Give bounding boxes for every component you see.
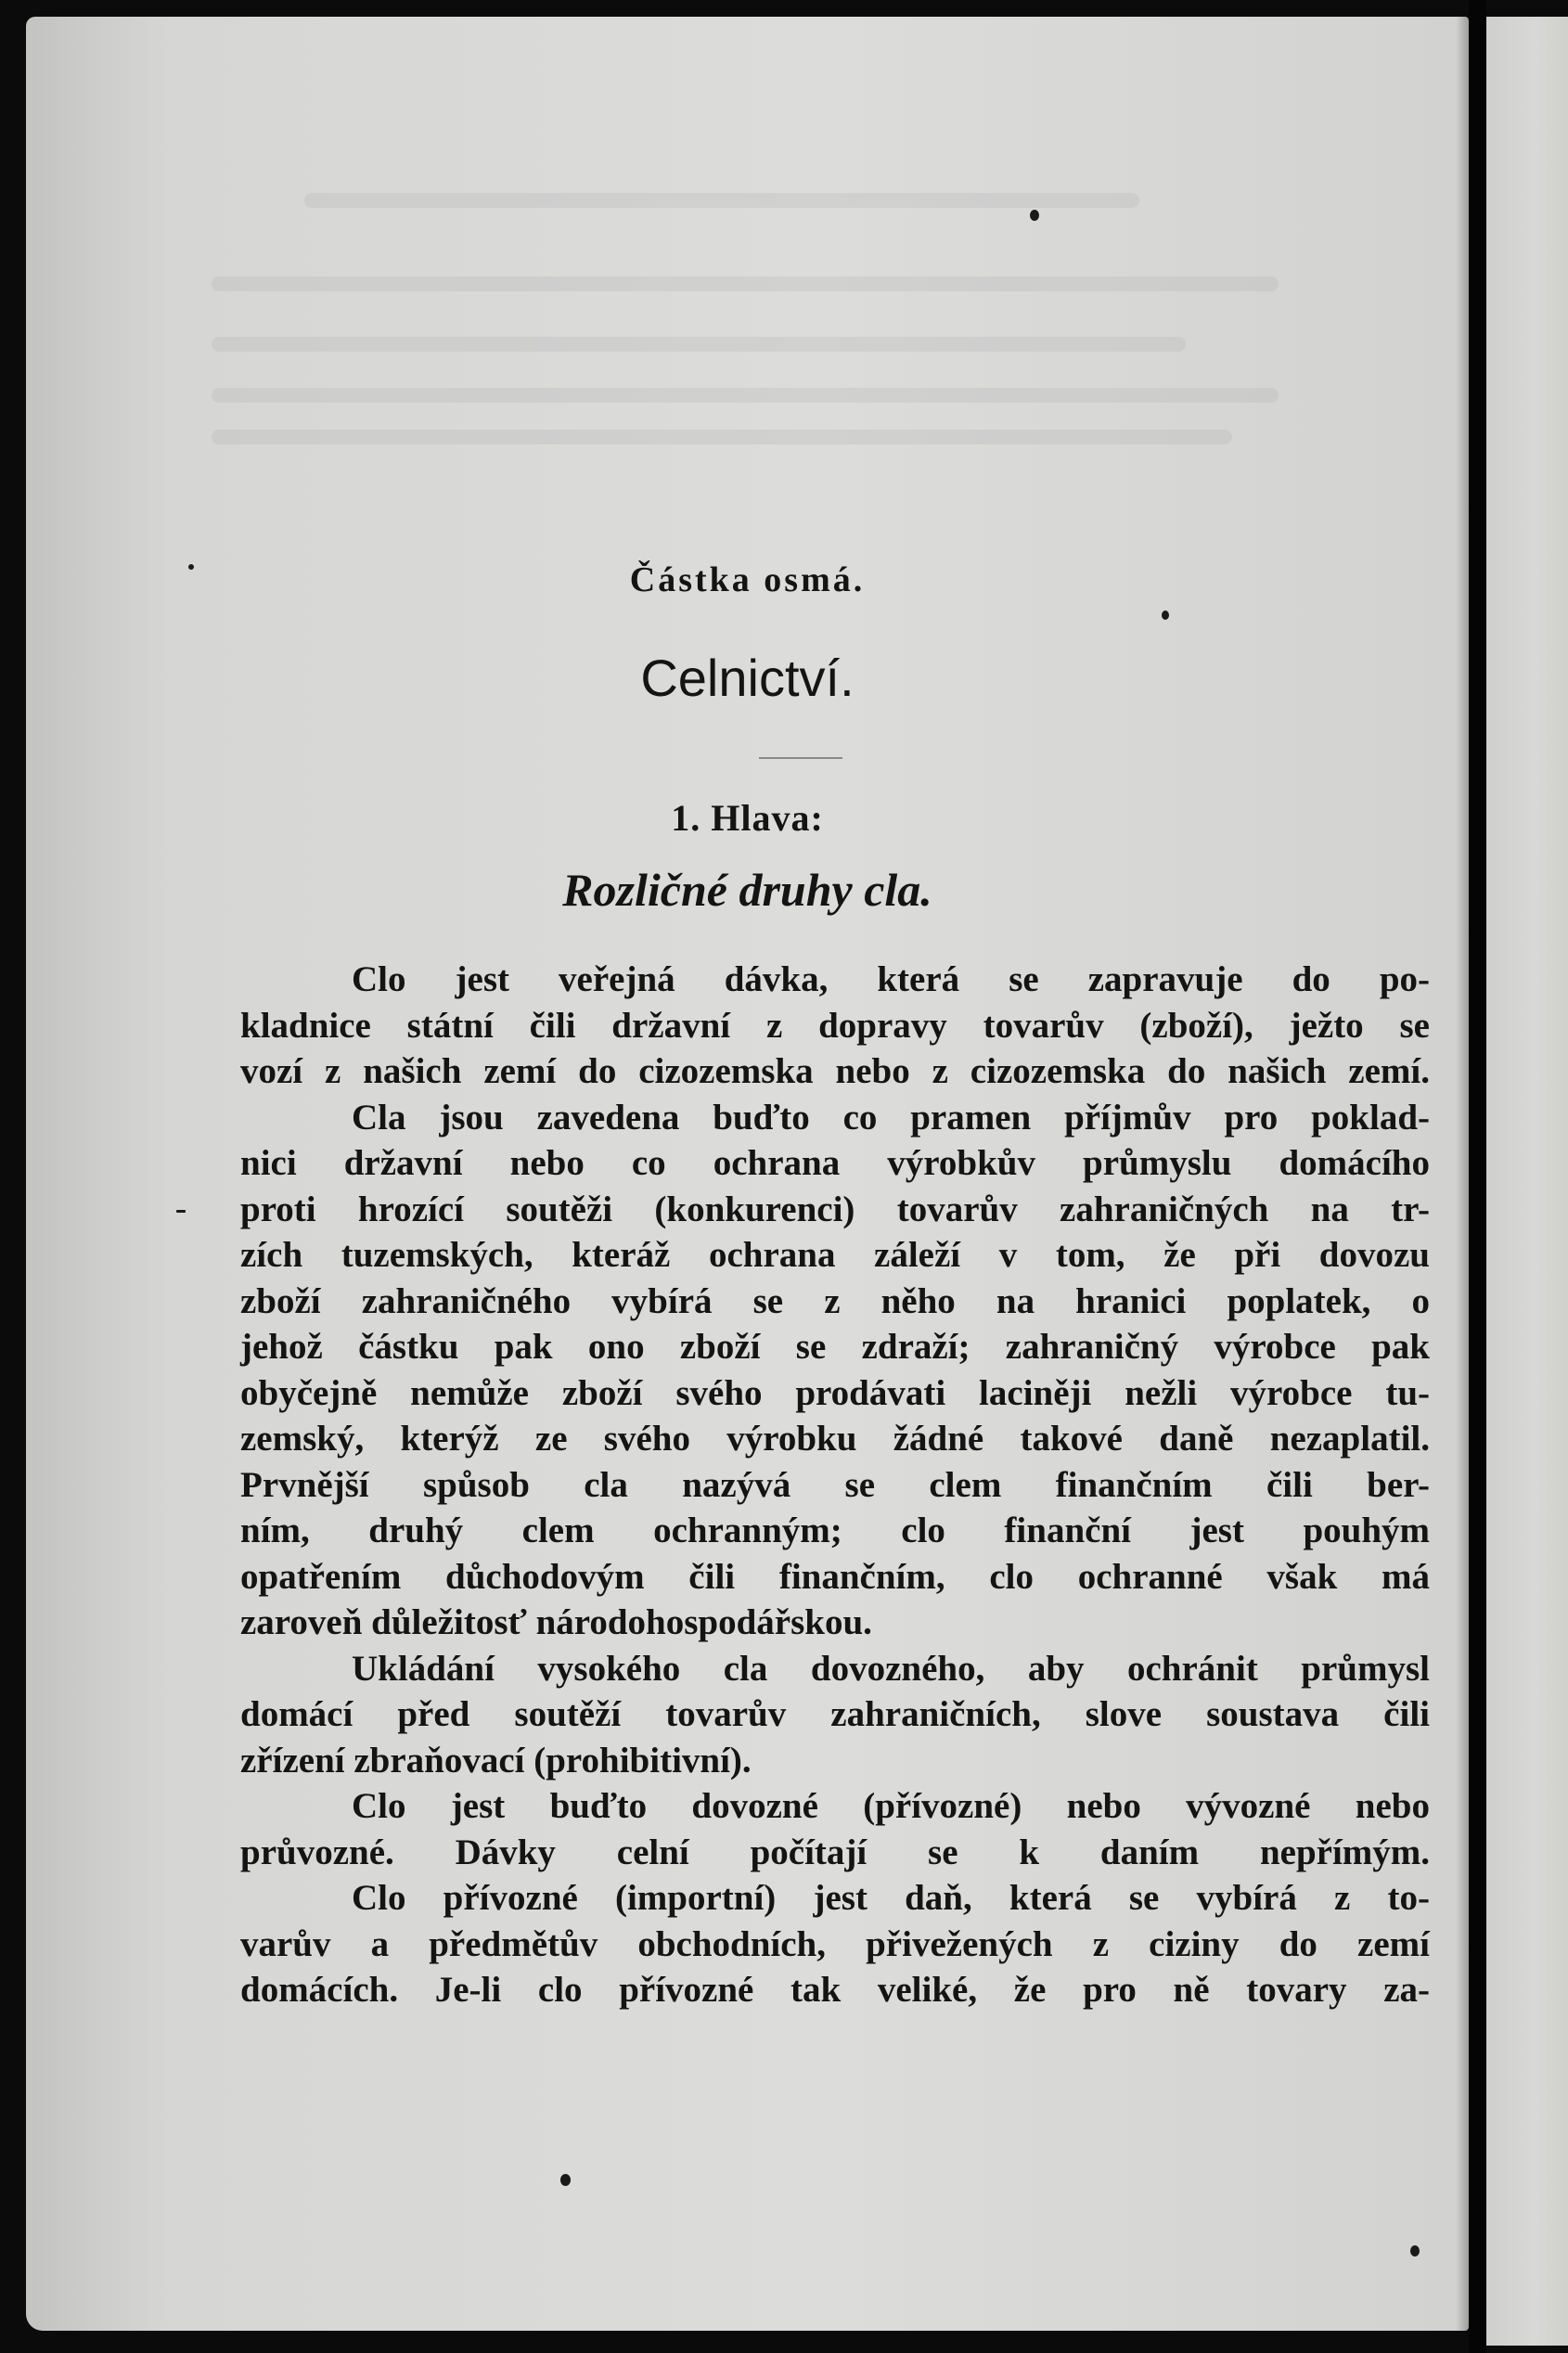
text-line: zboží zahraničného vybírá se z něho na hranici poplatek, o: [240, 1280, 1430, 1321]
text-line: jehož částku pak ono zboží se zdraží; zahraničný výrobce pak: [240, 1327, 1430, 1367]
chapter-title: Rozličné druhy cla.: [562, 864, 932, 916]
text-line: Ukládání vysokého cla dovozného, aby ochránit průmysl: [352, 1648, 1430, 1689]
text-line: zřízení zbraňovací (prohibitivní).: [240, 1740, 752, 1781]
text-line: domácí před soutěží tovarův zahraničních, slove soustava čili: [240, 1694, 1430, 1734]
page-gutter: [1469, 0, 1486, 2353]
text-line: opatřením důchodovým čili finančním, clo ochranné však má: [240, 1556, 1430, 1597]
ink-speck: [1030, 210, 1039, 221]
text-line: zaroveň důležitosť národohospodářskou.: [240, 1602, 872, 1642]
ink-speck: [560, 2174, 571, 2186]
divider-rule: [759, 757, 842, 759]
text-line: varův a předmětův obchodních, přivežených z ciziny do zemí: [240, 1923, 1430, 1964]
ink-speck: [176, 1210, 186, 1213]
text-line: průvozné. Dávky celní počítají se k daním nepřímým.: [240, 1832, 1430, 1872]
book-page: [26, 17, 1469, 2331]
next-page-edge: [1486, 17, 1568, 2346]
text-line: Prvnější spůsob cla nazývá se clem finančním čili ber-: [240, 1464, 1430, 1505]
text-line: domácích. Je-li clo přívozné tak veliké, že pro ně tovary za-: [240, 1970, 1430, 2010]
ink-speck: [188, 564, 194, 570]
section-heading: Celnictví.: [640, 649, 855, 707]
text-line: vozí z našich zemí do cizozemska nebo z cizozemska do našich zemí.: [240, 1051, 1430, 1091]
text-line: zemský, kterýž ze svého výrobku žádné takové daně nezaplatil.: [240, 1419, 1430, 1459]
chapter-label: 1. Hlava:: [671, 797, 824, 839]
text-line: proti hrozící soutěži (konkurenci) tovarův zahraničných na tr-: [240, 1189, 1430, 1229]
text-line: ním, druhý clem ochranným; clo finanční jest pouhým: [240, 1511, 1430, 1550]
text-line: Clo přívozné (importní) jest daň, která se vybírá z to-: [352, 1878, 1430, 1918]
text-line: nici državní nebo co ochrana výrobkův průmyslu domácího: [240, 1143, 1430, 1183]
ink-speck: [1162, 611, 1169, 620]
text-line: zích tuzemských, kteráž ochrana záleží v tom, že při dovozu: [240, 1235, 1430, 1275]
text-line: Clo jest veřejná dávka, která se zapravuje do po-: [352, 959, 1430, 999]
ink-speck: [1410, 2245, 1420, 2257]
body-text: [240, 957, 1430, 2013]
text-line: Clo jest buďto dovozné (přívozné) nebo vývozné nebo: [352, 1786, 1430, 1826]
part-heading: Částka osmá.: [629, 560, 866, 599]
text-line: obyčejně nemůže zboží svého prodávati laciněji nežli výrobce tu-: [240, 1372, 1430, 1413]
text-line: Cla jsou zavedena buďto co pramen příjmův pro poklad-: [352, 1097, 1430, 1138]
text-line: kladnice státní čili državní z dopravy tovarův (zboží), ježto se: [240, 1005, 1430, 1046]
